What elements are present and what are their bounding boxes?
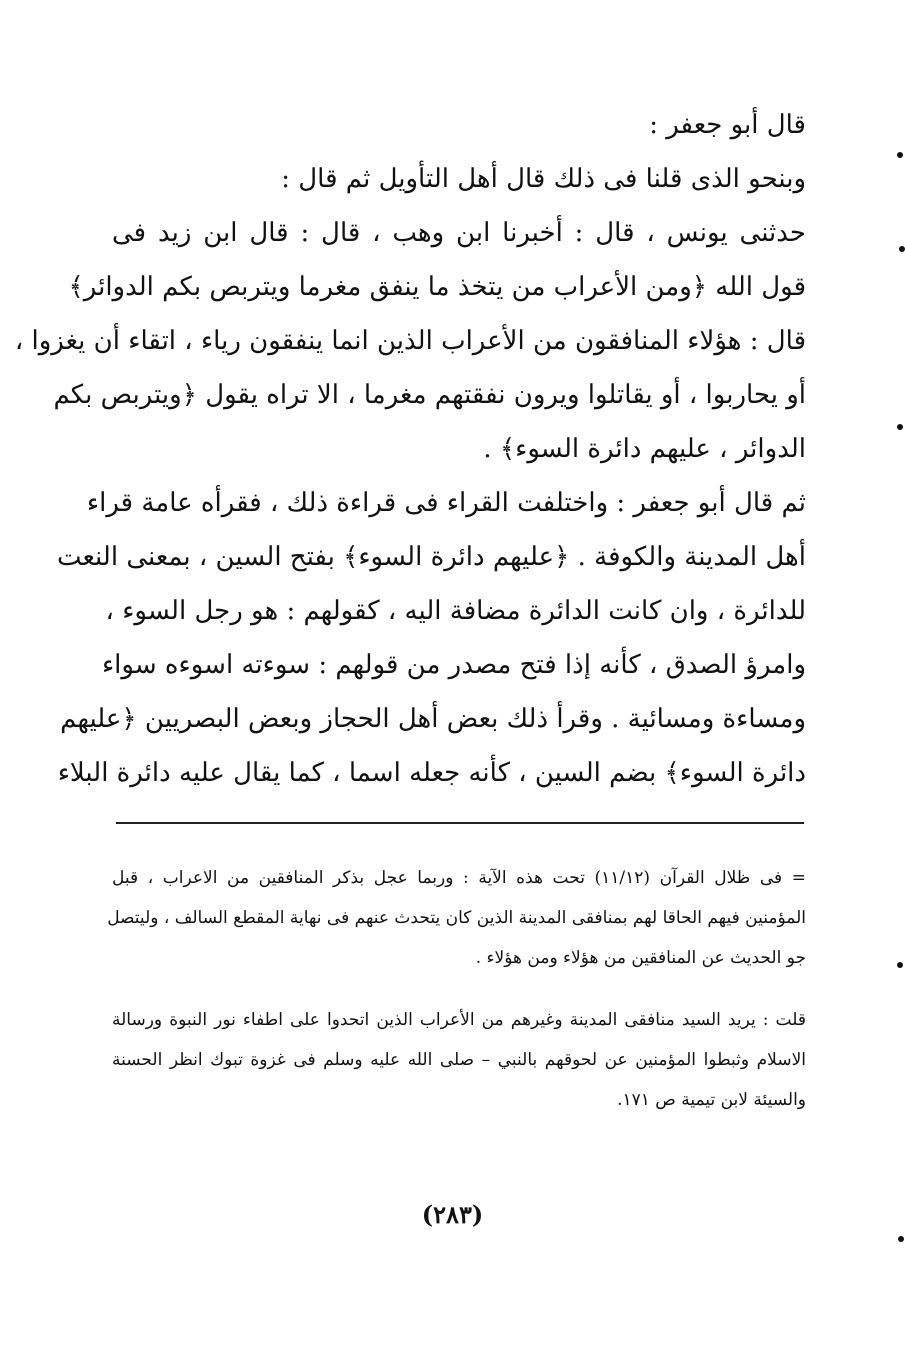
footnote-line: المؤمنين فيهم الحاقا لهم بمنافقى المدينة الذين كان يتحدث عنهم فى نهاية المقطع السالف ، وليتصل xyxy=(107,908,806,928)
margin-mark xyxy=(899,246,905,252)
margin-mark xyxy=(897,152,903,158)
text-line: وامرؤ الصدق ، كأنه إذا فتح مصدر من قولهم : سوءته اسوءه سواء xyxy=(101,650,806,680)
text-line: وبنحو الذى قلنا فى ذلك قال أهل التأويل ثم قال : xyxy=(281,164,806,194)
text-line: دائرة السوء﴾ بضم السين ، كأنه جعله اسما ، كما يقال عليه دائرة البلاء xyxy=(57,758,806,788)
footnote-line: قلت : يريد السيد منافقى المدينة وغيرهم من الأعراب الذين اتحدوا على اطفاء نور النبوة ورسالة xyxy=(112,1010,806,1030)
page-number: (٢٨٣) xyxy=(421,1200,484,1229)
footnote-line: الاسلام وثبطوا المؤمنين عن لحوقهم بالنبي – صلى الله عليه وسلم فى غزوة تبوك انظر الحسنة xyxy=(112,1050,806,1070)
margin-mark xyxy=(898,1236,904,1242)
footnote-line: جو الحديث عن المنافقين من هؤلاء ومن هؤلاء . xyxy=(475,948,806,968)
text-line: حدثنى يونس ، قال : أخبرنا ابن وهب ، قال : قال ابن زيد فى xyxy=(112,218,806,248)
footnote-line: = فى ظلال القرآن (١١/١٢) تحت هذه الآية : وربما عجل بذكر المنافقين من الاعراب ، قبل xyxy=(112,868,806,888)
text-line: ومساءة ومسائية . وقرأ ذلك بعض أهل الحجاز وبعض البصريين ﴿عليهم xyxy=(60,704,806,734)
footnote-gap xyxy=(112,978,806,1000)
margin-mark xyxy=(897,424,903,430)
text-line: ثم قال أبو جعفر : واختلفت القراء فى قراءة ذلك ، فقرأه عامة قراء xyxy=(86,488,806,518)
footnotes-block xyxy=(107,858,806,1120)
footnote-divider xyxy=(116,822,804,824)
text-line: قال أبو جعفر : xyxy=(649,110,806,140)
margin-mark xyxy=(897,962,903,968)
text-line: قول الله ﴿ومن الأعراب من يتخذ ما ينفق مغرما ويتربص بكم الدوائر﴾ xyxy=(68,272,806,302)
footnote-line: والسيئة لابن تيمية ص ١٧١. xyxy=(617,1090,806,1110)
text-line: قال : هؤلاء المنافقون من الأعراب الذين انما ينفقون رياء ، اتقاء أن يغزوا ، xyxy=(14,326,806,356)
main-text-block xyxy=(14,98,806,800)
text-line: للدائرة ، وان كانت الدائرة مضافة اليه ، كقولهم : هو رجل السوء ، xyxy=(105,596,806,626)
text-line: أهل المدينة والكوفة . ﴿عليهم دائرة السوء﴾ بفتح السين ، بمعنى النعت xyxy=(56,542,806,572)
text-line: أو يحاربوا ، أو يقاتلوا ويرون نفقتهم مغرما ، الا تراه يقول ﴿ويتربص بكم xyxy=(53,380,806,410)
text-line: الدوائر ، عليهم دائرة السوء﴾ . xyxy=(483,434,806,464)
